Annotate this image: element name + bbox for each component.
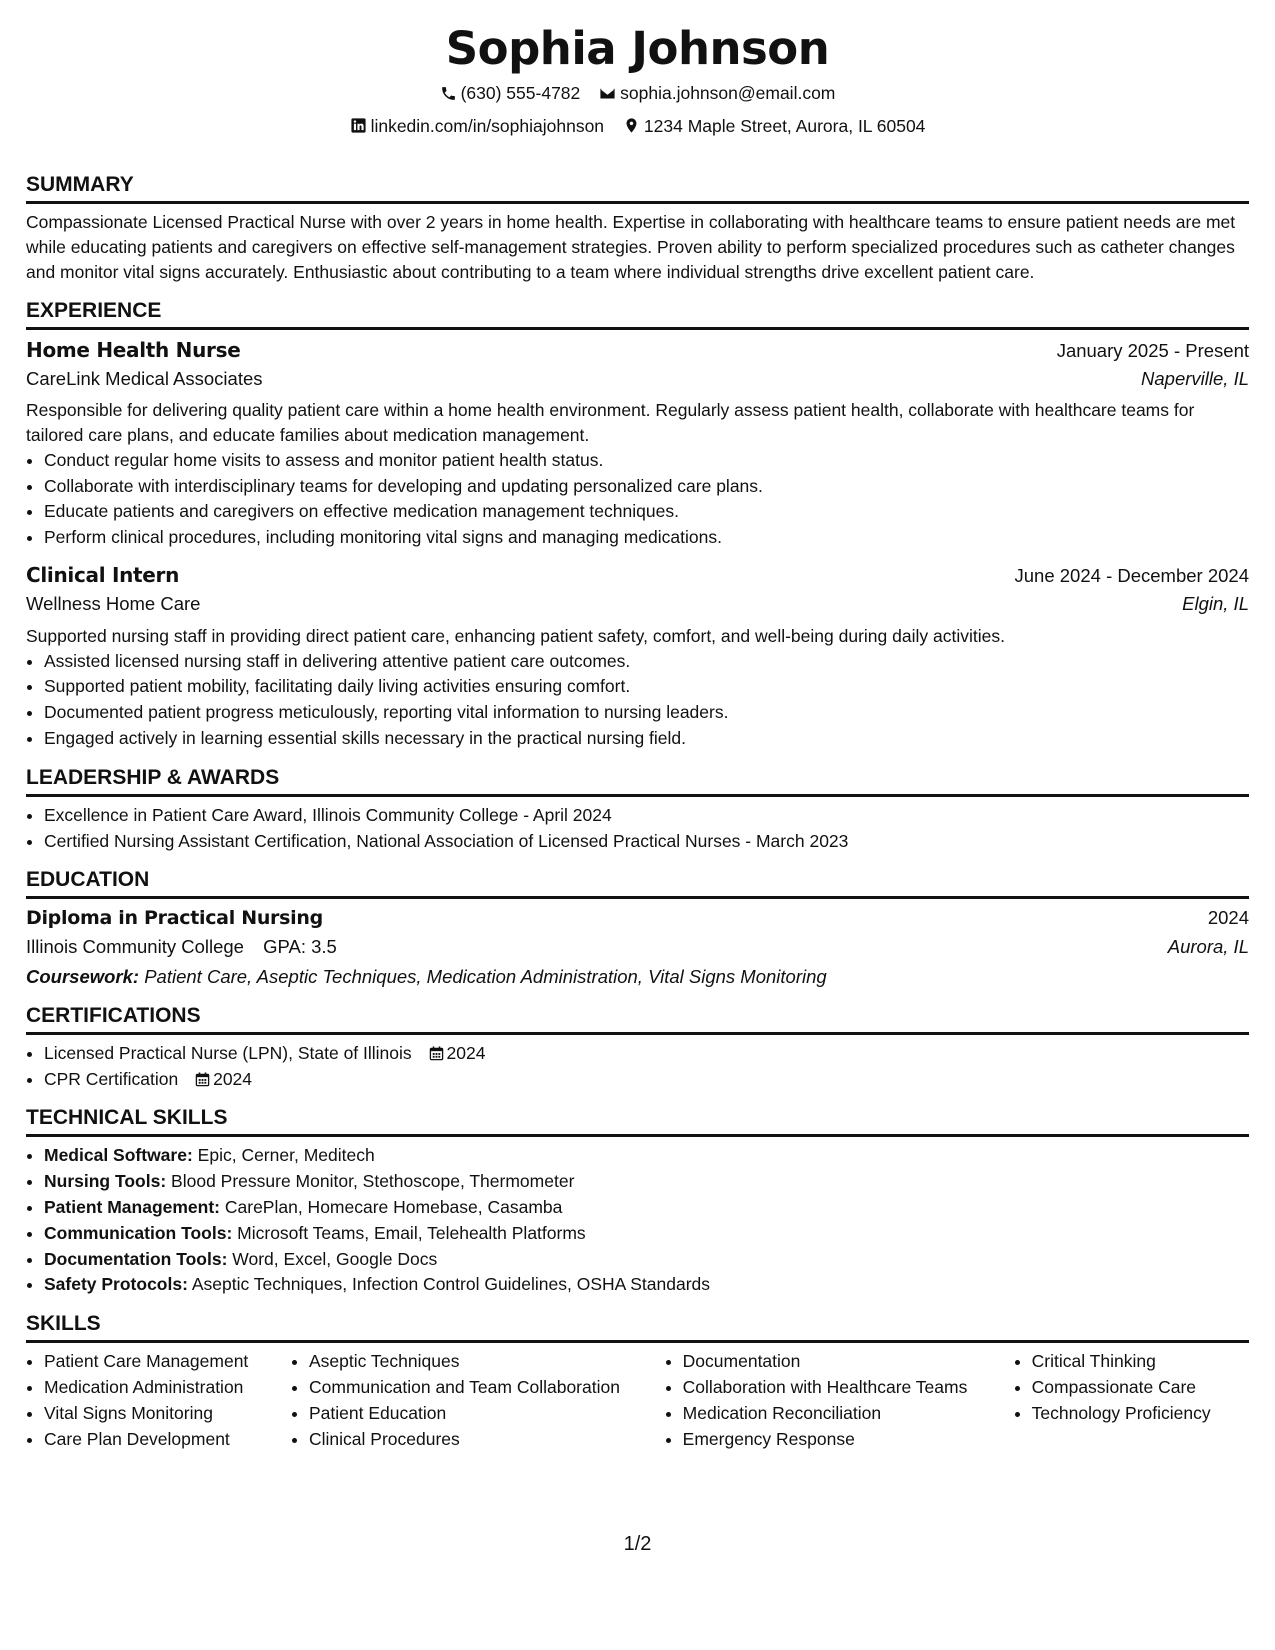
cert-name: CPR Certification	[44, 1068, 179, 1089]
list-item: • Documentation	[683, 1349, 1014, 1375]
page-number: 1/2	[623, 1533, 652, 1555]
certifications-list	[26, 1041, 1249, 1093]
list-item: • Documented patient progress meticulously, reporting vital information to nursing leaders.	[44, 700, 1249, 726]
list-item: • Vital Signs Monitoring	[44, 1401, 291, 1427]
job-company: Wellness Home Care	[26, 593, 201, 615]
skills-column	[26, 1349, 291, 1452]
job-description: Responsible for delivering quality patient care within a home health environment. Regularly assess patient health, collaborate with healthcare teams for tailored care plans, and educate families about medication management.	[26, 400, 1195, 446]
list-item: • Collaboration with Healthcare Teams	[683, 1375, 1014, 1401]
calendar-icon	[195, 1072, 210, 1087]
calendar-icon	[429, 1046, 444, 1061]
section-title-experience: EXPERIENCE	[26, 297, 1249, 330]
section-title-summary: SUMMARY	[26, 171, 1249, 204]
edu-location: Aurora, IL	[1167, 936, 1249, 958]
cert-year: 2024	[446, 1042, 486, 1063]
list-item: • Assisted licensed nursing staff in delivering attentive patient care outcomes.	[44, 649, 1249, 675]
job-title: Home Health Nurse	[26, 337, 241, 362]
list-item: • Medication Reconciliation	[683, 1401, 1014, 1427]
list-item	[44, 1195, 1249, 1221]
contact-row-2	[26, 111, 1249, 144]
tech-skill-value: Aseptic Techniques, Infection Control Guidelines, OSHA Standards	[191, 1274, 711, 1295]
list-item: • Critical Thinking	[1032, 1349, 1249, 1375]
edu-school: Illinois Community College	[26, 936, 244, 958]
list-item: • Compassionate Care	[1032, 1375, 1249, 1401]
skills-column	[1014, 1349, 1249, 1452]
tech-skill-label: Communication Tools:	[44, 1222, 233, 1243]
list-item: • Medication Administration	[44, 1375, 291, 1401]
job-location: Elgin, IL	[1182, 593, 1249, 615]
list-item: • Conduct regular home visits to assess and monitor patient health status.	[44, 448, 1249, 474]
tech-skill-label: Nursing Tools:	[44, 1171, 167, 1192]
list-item: • Perform clinical procedures, including monitoring vital signs and managing medications.	[44, 525, 1249, 551]
map-pin-icon	[623, 117, 640, 134]
list-item	[44, 1041, 1249, 1067]
list-item: • Aseptic Techniques	[309, 1349, 665, 1375]
summary-section	[26, 171, 1249, 285]
address-text: 1234 Maple Street, Aurora, IL 60504	[643, 115, 926, 136]
list-item: • Engaged actively in learning essential skills necessary in the practical nursing field.	[44, 726, 1249, 752]
job-title: Clinical Intern	[26, 563, 180, 588]
education-section	[26, 866, 1249, 990]
list-item: • Certified Nursing Assistant Certification, National Association of Licensed Practical Nurses - March 2023	[44, 829, 1249, 855]
coursework-text: Patient Care, Aseptic Techniques, Medication Administration, Vital Signs Monitoring	[144, 965, 827, 987]
cert-name: Licensed Practical Nurse (LPN), State of Illinois	[44, 1042, 412, 1063]
list-item: • Care Plan Development	[44, 1427, 291, 1453]
tech-skill-label: Medical Software:	[44, 1145, 193, 1166]
leadership-section	[26, 764, 1249, 855]
skills-section	[26, 1310, 1249, 1452]
job-bullets	[26, 649, 1249, 752]
job-entry	[26, 561, 1249, 752]
list-item: • Excellence in Patient Care Award, Illinois Community College - April 2024	[44, 803, 1249, 829]
certifications-section	[26, 1002, 1249, 1093]
list-item: • Educate patients and caregivers on effective medication management techniques.	[44, 499, 1249, 525]
job-entry	[26, 336, 1249, 552]
section-title-technical-skills: TECHNICAL SKILLS	[26, 1104, 1249, 1137]
contact-linkedin[interactable]	[350, 111, 604, 141]
tech-skill-value: Word, Excel, Google Docs	[232, 1248, 438, 1269]
contact-row-1	[26, 78, 1249, 111]
section-title-certifications: CERTIFICATIONS	[26, 1002, 1249, 1035]
email-link[interactable]: sophia.johnson@email.com	[620, 83, 836, 103]
list-item	[44, 1143, 1249, 1169]
linkedin-icon	[350, 117, 367, 134]
list-item	[44, 1221, 1249, 1247]
tech-skill-value: Epic, Cerner, Meditech	[197, 1145, 375, 1166]
leadership-list	[26, 803, 1249, 855]
phone-icon	[440, 85, 457, 102]
job-dates: January 2025 - Present	[1056, 339, 1249, 361]
list-item: • Patient Care Management	[44, 1349, 291, 1375]
edu-gpa: GPA: 3.5	[263, 936, 337, 958]
tech-skill-label: Safety Protocols:	[44, 1274, 188, 1295]
job-description: Supported nursing staff in providing direct patient care, enhancing patient safety, comfort, and well-being during daily activities.	[26, 625, 1005, 646]
list-item: • Emergency Response	[683, 1427, 1014, 1453]
experience-section	[26, 297, 1249, 752]
job-bullets	[26, 448, 1249, 551]
tech-skill-label: Patient Management:	[44, 1197, 220, 1218]
tech-skill-value: Blood Pressure Monitor, Stethoscope, Thermometer	[171, 1171, 575, 1192]
envelope-icon	[599, 85, 616, 102]
summary-text: Compassionate Licensed Practical Nurse with over 2 years in home health. Expertise in collaborating with healthcare teams to ensure patient needs are met while educating patients and caregivers on effective self-management strategies. Proven ability to perform specialized procedures such as catheter changes and monitor vital signs accurately. Enthusiastic about contributing to a team where individual strengths drive excellent patient care.	[26, 212, 1236, 282]
list-item: • Patient Education	[309, 1401, 665, 1427]
candidate-name: Sophia Johnson	[445, 22, 830, 75]
phone-text: (630) 555-4782	[460, 83, 581, 103]
edu-coursework	[26, 964, 1249, 990]
coursework-label: Coursework:	[26, 965, 140, 987]
technical-skills-list	[26, 1143, 1249, 1298]
edu-year: 2024	[1207, 907, 1249, 929]
skills-column	[291, 1349, 665, 1452]
skills-column	[665, 1349, 1014, 1452]
list-item: • Technology Proficiency	[1032, 1401, 1249, 1427]
resume-page	[26, 0, 1249, 1452]
technical-skills-section	[26, 1104, 1249, 1298]
section-title-leadership: LEADERSHIP & AWARDS	[26, 764, 1249, 797]
contact-email[interactable]	[599, 78, 835, 108]
list-item: • Supported patient mobility, facilitating daily living activities ensuring comfort.	[44, 674, 1249, 700]
skills-grid	[26, 1349, 1249, 1452]
section-title-skills: SKILLS	[26, 1310, 1249, 1343]
job-location: Naperville, IL	[1141, 367, 1249, 389]
tech-skill-value: Microsoft Teams, Email, Telehealth Platforms	[237, 1222, 586, 1243]
list-item	[44, 1169, 1249, 1195]
list-item: • Collaborate with interdisciplinary teams for developing and updating personalized care plans.	[44, 474, 1249, 500]
contact-address	[623, 111, 926, 141]
job-dates: June 2024 - December 2024	[1014, 565, 1249, 587]
list-item: • Clinical Procedures	[309, 1427, 665, 1453]
list-item	[44, 1272, 1249, 1298]
tech-skill-label: Documentation Tools:	[44, 1248, 228, 1269]
list-item: • Communication and Team Collaboration	[309, 1375, 665, 1401]
list-item	[44, 1247, 1249, 1273]
linkedin-link[interactable]: linkedin.com/in/sophiajohnson	[370, 115, 605, 136]
list-item	[44, 1067, 1249, 1093]
edu-degree: Diploma in Practical Nursing	[26, 907, 323, 930]
tech-skill-value: CarePlan, Homecare Homebase, Casamba	[224, 1197, 563, 1218]
section-title-education: EDUCATION	[26, 866, 1249, 899]
contact-phone	[440, 78, 581, 108]
job-company: CareLink Medical Associates	[26, 367, 263, 389]
cert-year: 2024	[213, 1068, 253, 1089]
